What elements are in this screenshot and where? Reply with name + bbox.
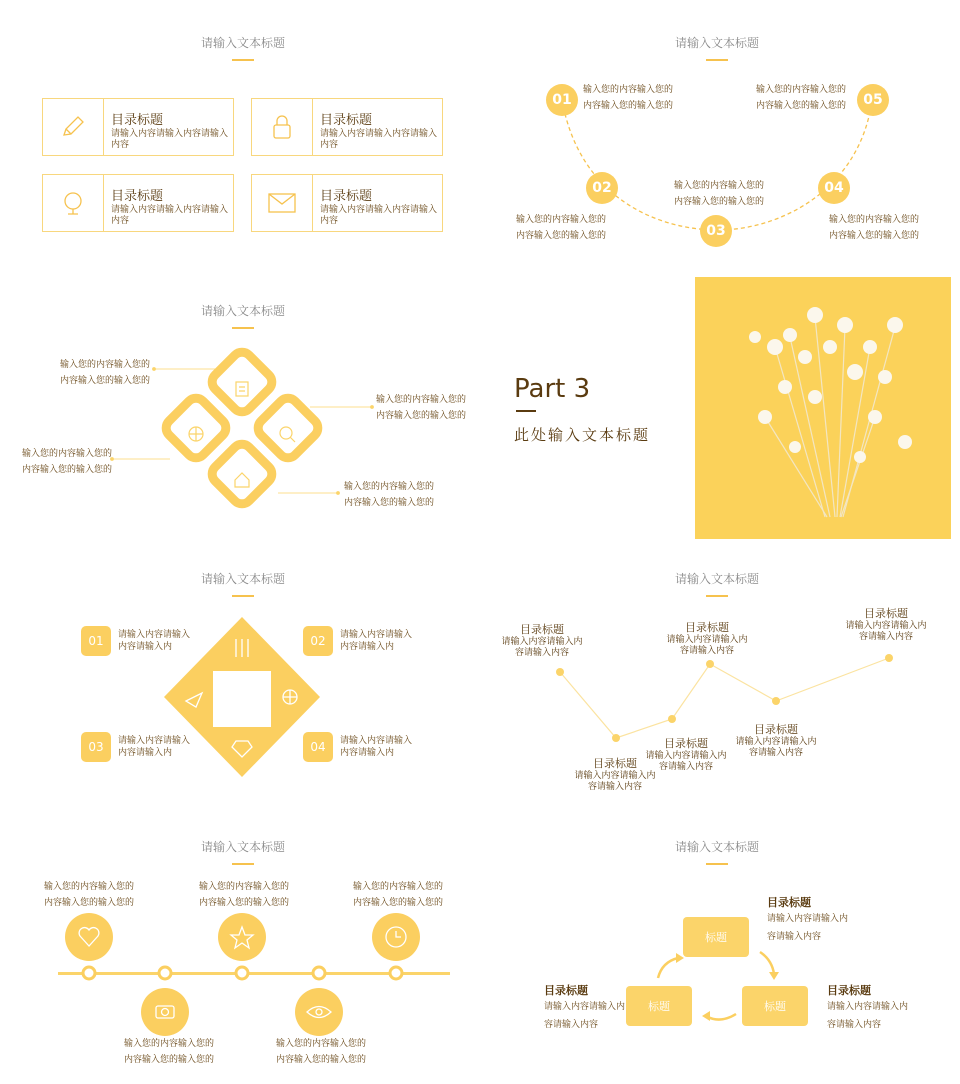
timeline-text: 输入您的内容输入您的内容输入您的输入您的	[199, 882, 290, 908]
path-item	[665, 619, 749, 657]
path-dot	[556, 668, 564, 676]
step-node: 04	[818, 172, 850, 204]
cycle-item-text: 请输入内容请输入内容请输入内容	[827, 1002, 909, 1030]
path-item	[500, 621, 584, 659]
item-number: 02	[303, 626, 333, 656]
slide-title: 请输入文本标题	[143, 34, 343, 61]
path-dot	[668, 715, 676, 723]
card-text: 请输入内容请输入内容请输入内容	[111, 129, 229, 150]
timeline-marks	[58, 900, 450, 1050]
item-text: 请输入内容请输入内容请输入内	[340, 736, 413, 758]
part-subtitle: 此处输入文本标题	[514, 426, 651, 444]
path-item	[644, 735, 728, 773]
path-dot	[612, 734, 620, 742]
cycle-item-title: 目录标题	[544, 984, 588, 997]
mail-icon	[252, 175, 313, 231]
timeline-text: 输入您的内容输入您的内容输入您的输入您的	[276, 1039, 367, 1065]
step-text: 输入您的内容输入您的内容输入您的输入您的	[756, 85, 847, 111]
slide-title: 请输入文本标题	[143, 570, 343, 597]
catalog-card	[251, 98, 443, 156]
item-text: 请输入内容请输入内容请输入内	[340, 630, 413, 652]
timeline-text: 输入您的内容输入您的内容输入您的输入您的	[44, 882, 135, 908]
cycle-item	[767, 894, 877, 946]
card-text: 请输入内容请输入内容请输入内容	[320, 129, 438, 150]
catalog-card	[251, 174, 443, 232]
step-text: 输入您的内容输入您的内容输入您的输入您的	[516, 215, 607, 241]
path-item	[844, 605, 928, 643]
slide-title: 请输入文本标题	[617, 570, 817, 597]
item-number: 04	[303, 732, 333, 762]
path-item-title: 目录标题	[864, 607, 908, 620]
clover-text: 输入您的内容输入您的内容输入您的输入您的	[22, 449, 113, 475]
card-text: 请输入内容请输入内容请输入内容	[320, 205, 438, 226]
card-title: 目录标题	[111, 189, 164, 204]
cycle-item-text: 请输入内容请输入内容请输入内容	[767, 914, 849, 942]
item-text: 请输入内容请输入内容请输入内	[118, 630, 191, 652]
step-text: 输入您的内容输入您的内容输入您的输入您的	[829, 215, 920, 241]
path-item-title: 目录标题	[664, 737, 708, 750]
step-node: 02	[586, 172, 618, 204]
cycle-item	[827, 982, 937, 1034]
card-title: 目录标题	[111, 113, 164, 128]
path-dot	[885, 654, 893, 662]
part-label: Part 3	[514, 374, 591, 404]
path-item-text: 请输入内容请输入内容请输入内容	[735, 737, 817, 758]
cycle-item	[544, 982, 654, 1034]
timeline-text: 输入您的内容输入您的内容输入您的输入您的	[353, 882, 444, 908]
path-item-text: 请输入内容请输入内容请输入内容	[666, 635, 748, 656]
pencil-icon	[43, 99, 104, 155]
step-node: 03	[700, 215, 732, 247]
card-title: 目录标题	[320, 113, 373, 128]
item-number: 03	[81, 732, 111, 762]
item-number: 01	[81, 626, 111, 656]
card-text: 请输入内容请输入内容请输入内容	[111, 205, 229, 226]
path-dot	[772, 697, 780, 705]
slide-title: 请输入文本标题	[143, 838, 343, 865]
clover-text: 输入您的内容输入您的内容输入您的输入您的	[376, 395, 467, 421]
slide-title: 请输入文本标题	[617, 34, 817, 61]
path-item-title: 目录标题	[520, 623, 564, 636]
cycle-item-text: 请输入内容请输入内容请输入内容	[544, 1002, 626, 1030]
path-item-text: 请输入内容请输入内容请输入内容	[574, 771, 656, 792]
path-item-text: 请输入内容请输入内容请输入内容	[845, 621, 927, 642]
lock-icon	[252, 99, 313, 155]
step-text: 输入您的内容输入您的内容输入您的输入您的	[674, 181, 765, 207]
step-node: 05	[857, 84, 889, 116]
slide-title: 请输入文本标题	[617, 838, 817, 865]
slide-title: 请输入文本标题	[143, 302, 343, 329]
cycle-box: 标题	[742, 986, 808, 1026]
step-node: 01	[546, 84, 578, 116]
path-item-text: 请输入内容请输入内容请输入内容	[645, 751, 727, 772]
path-dot	[706, 660, 714, 668]
path-item-text: 请输入内容请输入内容请输入内容	[501, 637, 583, 658]
cycle-item-title: 目录标题	[767, 896, 811, 909]
clover-text: 输入您的内容输入您的内容输入您的输入您的	[344, 482, 435, 508]
timeline-text: 输入您的内容输入您的内容输入您的输入您的	[124, 1039, 215, 1065]
path-item-title: 目录标题	[593, 757, 637, 770]
cycle-item-title: 目录标题	[827, 984, 871, 997]
flower-photo	[695, 277, 951, 539]
catalog-card	[42, 174, 234, 232]
part-divider	[516, 410, 536, 412]
cycle-box: 标题	[626, 986, 692, 1026]
item-text: 请输入内容请输入内容请输入内	[118, 736, 191, 758]
card-title: 目录标题	[320, 189, 373, 204]
path-item	[734, 721, 818, 759]
path-item-title: 目录标题	[754, 723, 798, 736]
cycle-box: 标题	[683, 917, 749, 957]
path-item-title: 目录标题	[685, 621, 729, 634]
globe-icon	[43, 175, 104, 231]
clover-text: 输入您的内容输入您的内容输入您的输入您的	[60, 360, 151, 386]
catalog-card	[42, 98, 234, 156]
cycle-arrows	[640, 940, 790, 1030]
step-text: 输入您的内容输入您的内容输入您的输入您的	[583, 85, 674, 111]
